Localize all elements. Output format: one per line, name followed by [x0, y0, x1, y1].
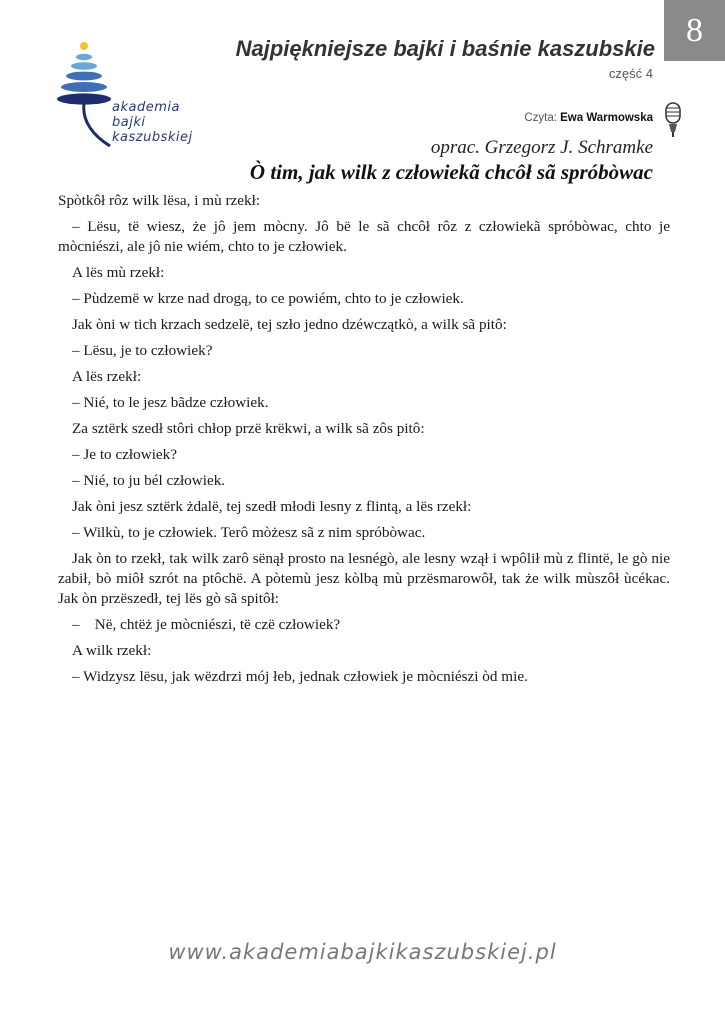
- paragraph: Spòtkôł rôz wilk lësa, i mù rzekł:: [58, 192, 261, 209]
- logo: [52, 40, 202, 152]
- paragraph: – Pùdzemë w krze nad drogą, to ce powiém, chto to je człowiek.: [72, 290, 464, 307]
- logo-line-2: bajki: [112, 115, 146, 130]
- reader-label: Czyta:: [524, 112, 557, 124]
- paragraph: A lës rzekł:: [72, 368, 142, 385]
- paragraph: – Në, chtëż je mòcniészi, të czë człowiek?: [72, 616, 341, 633]
- paragraph: Jak òni jesz sztërk żdalë, tej szedł młodi lesny z flintą, a lës rzekł:: [72, 498, 472, 515]
- logo-line-1: akademia: [112, 100, 180, 115]
- series-part: część 4: [608, 66, 653, 81]
- logo-line-3: kaszubskiej: [112, 130, 193, 145]
- story-title: Ò tim, jak wilk z człowiekã chcôł sã spróbòwac: [249, 160, 653, 184]
- star-dot: [80, 42, 88, 50]
- paragraph: Jak òni w tich krzach sedzelë, tej szło jedno dzéwczątkò, a wilk sã pitô:: [72, 316, 507, 333]
- reader-name: Ewa Warmowska: [560, 112, 653, 124]
- paragraph: Jak òn to rzekł, tak wilk zarô sënął prosto na lesnégò, ale lesny wzął i wpôlił mù z flintë, le gò nie zabił, bò miôł szrót na ptôchë. A pòtemù jesz kòlbą mù przësmarowôł, tak że wilk mùszôł ùcékac. Jak òn przëszedł, tej lës gò sã spitôł:: [58, 550, 670, 607]
- paragraph: Za sztërk szedł stôri chłop przë krëkwi, a wilk sã zôs pitô:: [72, 420, 425, 437]
- paragraph: – Lësu, je to człowiek?: [72, 342, 213, 359]
- paragraph: – Wilkù, to je człowiek. Terô mòżesz sã z nim spróbòwac.: [72, 524, 426, 541]
- reader-credit: [524, 112, 653, 124]
- paragraph: A lës mù rzekł:: [72, 264, 165, 281]
- series-title: Najpiękniejsze bajki i baśnie kaszubskie: [235, 36, 655, 61]
- page-number: 8: [664, 0, 725, 61]
- microphone-icon: [662, 102, 684, 138]
- paragraph: – Widzysz lësu, jak wëzdrzi mój łeb, jednak człowiek je mòcniészi òd mie.: [72, 668, 528, 685]
- paragraph: A wilk rzekł:: [72, 642, 152, 659]
- story-body: [58, 191, 670, 693]
- editor-credit: oprac. Grzegorz J. Schramke: [430, 137, 653, 158]
- paragraph: – Nié, to ju bél człowiek.: [72, 472, 226, 489]
- paragraph: – Je to człowiek?: [72, 446, 178, 463]
- footer-url: www.akademiabajkikaszubskiej.pl: [168, 940, 557, 964]
- paragraph: – Lësu, të wiesz, że jô jem mòcny. Jô bë le sã chcôł rôz z człowiekã spróbòwac, chto je mòcniészi, ale jô nie wiém, chto to je człowiek.: [58, 218, 670, 255]
- paragraph: – Nié, to le jesz bãdze człowiek.: [72, 394, 269, 411]
